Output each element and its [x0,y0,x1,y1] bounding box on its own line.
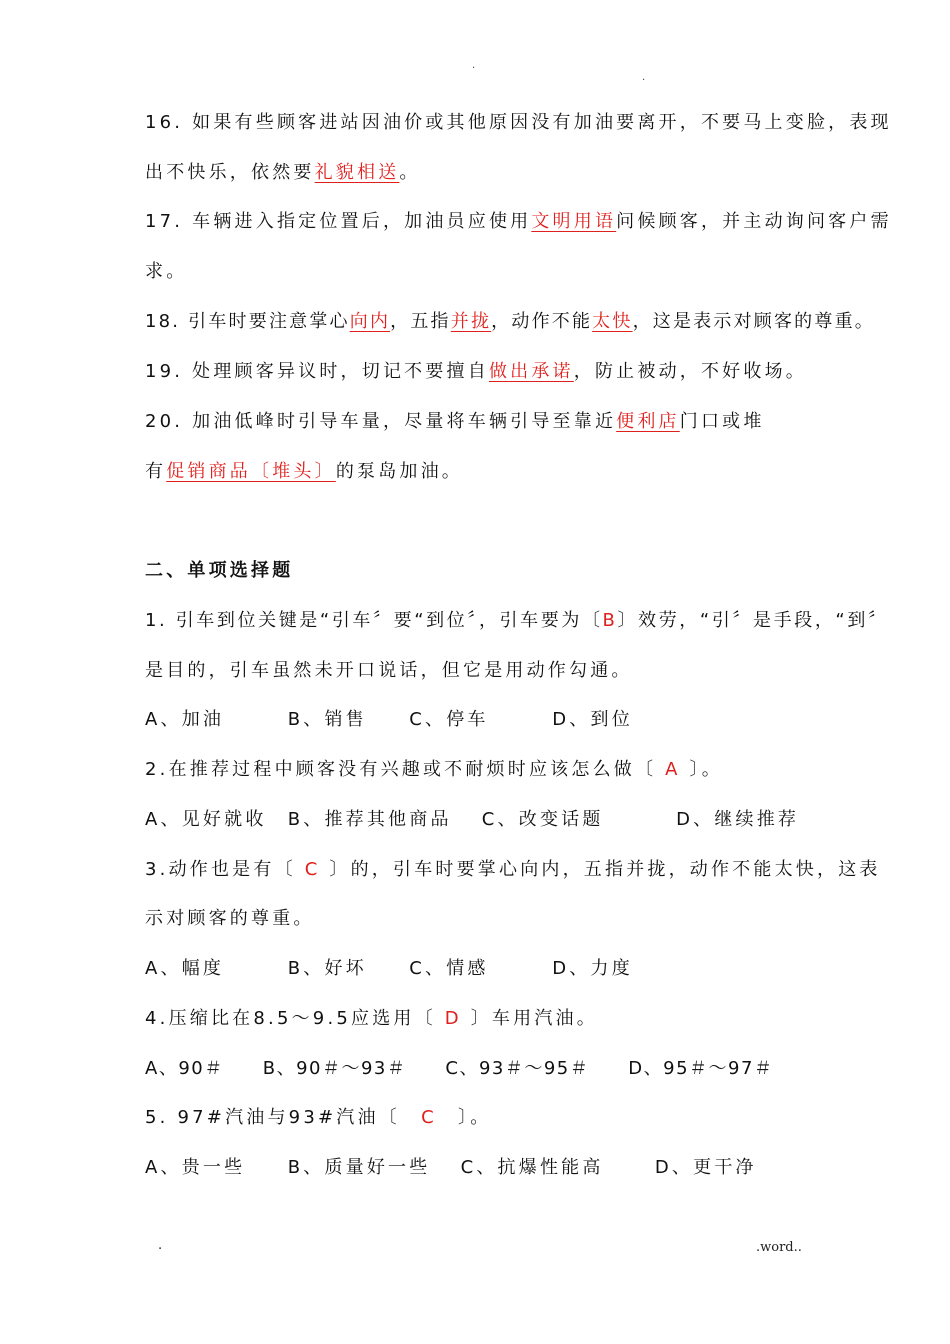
choice-question-4-options: A、90＃ B、90＃～93＃ C、93＃～95＃ D、95＃～97＃ [145,1058,774,1079]
choice-question-1-line-2: 是目的，引车虽然未开口说话，但它是用动作勾通。 [145,660,633,681]
choice-question-3-options: A、幅度 B、好坏 C、情感 D、力度 [145,958,633,979]
question-16-line-1: 16. 如果有些顾客进站因油价或其他原因没有加油要离开，不要马上变脸，表现 [145,112,892,133]
choice-question-4: 4.压缩比在8.5～9.5应选用〔 D 〕车用汽油。 [145,1008,598,1029]
question-19: 19. 处理顾客异议时，切记不要擅自做出承诺，防止被动，不好收场。 [145,361,807,382]
footer-right: .word.. [756,1240,802,1255]
answer-text: 太快 [592,311,633,332]
footer-left: . [158,1238,163,1253]
answer-text: 做出承诺 [488,361,574,382]
question-17-line-2: 求。 [145,261,188,282]
choice-question-1-options: A、加油 B、销售 C、停车 D、到位 [145,709,633,730]
answer-text: 并拢 [450,311,492,332]
answer-text: 文明用语 [531,211,617,232]
answer-letter: B [602,610,618,631]
answer-text: 礼貌相送 [314,162,400,183]
question-20-line-1: 20. 加油低峰时引导车量，尽量将车辆引导至靠近便利店门口或堆 [145,411,765,432]
answer-text: 便利店 [616,411,680,432]
choice-question-5-options: A、贵一些 B、质量好一些 C、抗爆性能高 D、更干净 [145,1157,757,1178]
answer-text: 向内 [349,311,391,332]
question-16-line-2: 出不快乐，依然要礼貌相送。 [145,162,421,183]
choice-question-1-line-1: 1. 引车到位关键是“引车〞要“到位〞，引车要为〔B〕效劳，“引〞是手段，“到〞 [145,610,889,631]
choice-question-5: 5. 97#汽油与93#汽油〔 C 〕。 [145,1107,492,1128]
answer-letter: D [444,1008,462,1029]
choice-question-2-options: A、见好就收 B、推荐其他商品 C、改变话题 D、继续推荐 [145,809,800,830]
answer-letter: C [304,859,321,880]
answer-letter: A [665,759,681,780]
section-title: 二、单项选择题 [145,560,294,581]
answer-letter: C [421,1107,437,1128]
question-18: 18. 引车时要注意掌心向内，五指并拢，动作不能太快，这是表示对顾客的尊重。 [145,311,875,332]
header-dot: . [642,72,646,83]
choice-question-2: 2.在推荐过程中顾客没有兴趣或不耐烦时应该怎么做〔 A 〕。 [145,759,723,780]
answer-text: 促销商品〔堆头〕 [166,461,336,482]
question-20-line-2: 有促销商品〔堆头〕的泵岛加油。 [145,461,464,482]
choice-question-3-line-2: 示对顾客的尊重。 [145,908,315,929]
question-17-line-1: 17. 车辆进入指定位置后，加油员应使用文明用语问候顾客，并主动询问客户需 [145,211,892,232]
header-dot: . [472,60,476,71]
choice-question-3-line-1: 3.动作也是有〔 C 〕的，引车时要掌心向内，五指并拢，动作不能太快，这表 [145,859,881,880]
